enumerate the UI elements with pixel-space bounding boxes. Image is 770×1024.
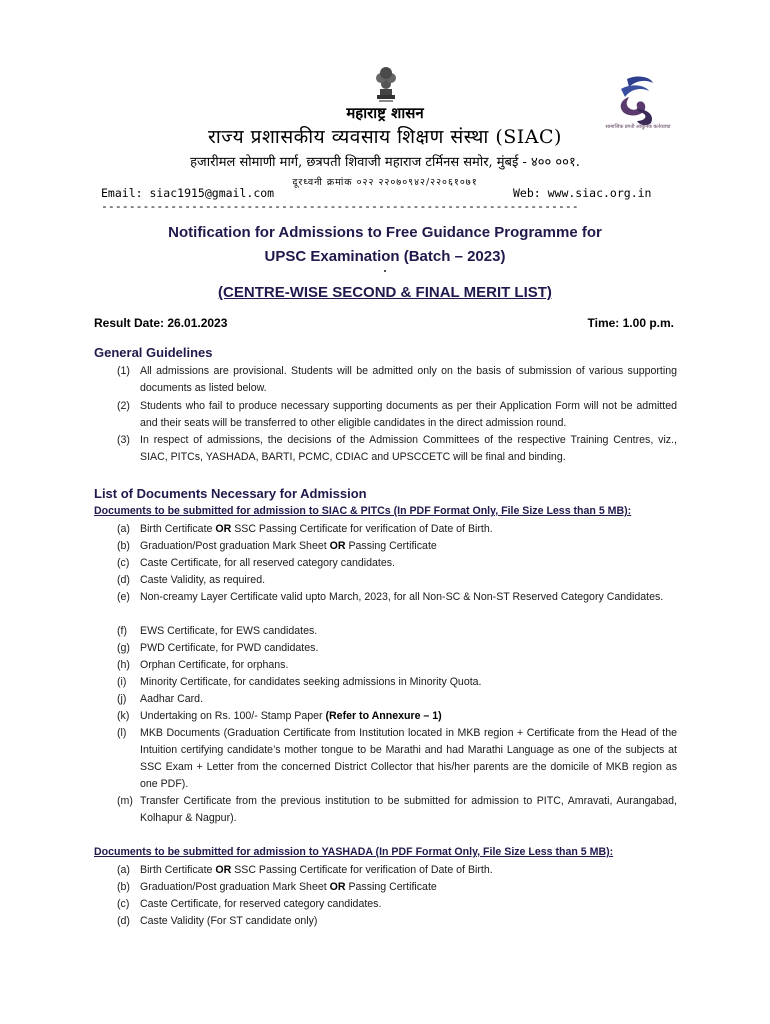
- notification-title-line2: UPSC Examination (Batch – 2023): [264, 248, 506, 265]
- document-item: [117, 793, 677, 827]
- item-number: (c): [117, 557, 130, 569]
- item-number: (b): [117, 540, 130, 552]
- item-text-emphasis: OR: [329, 540, 346, 552]
- item-number: (d): [117, 574, 130, 586]
- guideline-item: [117, 363, 677, 397]
- item-text-part: Non-creamy Layer Certificate valid upto March, 2023, for all Non-SC & Non-ST Reserved Category Candidates.: [140, 591, 664, 603]
- item-text-part: Transfer Certificate from the previous institution to be submitted for admission to PITC, Amravati, Aurangabad, Kolhapur & Nagpur).: [140, 795, 677, 824]
- item-text: [140, 862, 677, 879]
- item-text-part: Caste Validity (For ST candidate only): [140, 915, 318, 927]
- state-emblem-icon: [371, 64, 401, 104]
- document-item: [117, 657, 677, 674]
- item-number: (b): [117, 881, 130, 893]
- result-date: Result Date: 26.01.2023: [94, 316, 228, 330]
- document-item: [117, 623, 677, 640]
- item-text-emphasis: OR: [215, 523, 232, 535]
- document-item: [117, 640, 677, 657]
- documents-heading: List of Documents Necessary for Admission: [94, 486, 367, 501]
- item-text: [140, 913, 677, 930]
- guideline-item: [117, 432, 677, 466]
- item-number: (g): [117, 642, 130, 654]
- item-text-part: Caste Validity, as required.: [140, 574, 266, 586]
- item-text-part: PWD Certificate, for PWD candidates.: [140, 642, 319, 654]
- item-text-part: Passing Certificate: [345, 540, 437, 552]
- item-text-part: MKB Documents (Graduation Certificate from Institution located in MKB region + Certificate from the Head of the Intuition certifying candidate’s mother tongue to be Marathi and had Marathi Language as one of the subjects at SSC Exam + Letter from the concerned District Collector that his/her parents are the domicile of MKB region as one PDF).: [140, 727, 677, 790]
- item-text-part: Aadhar Card.: [140, 693, 204, 705]
- item-text: In respect of admissions, the decisions of the Admission Committees of the respective Training Centres, viz., SIAC, PITCs, YASHADA, BARTI, PCMC, CDIAC and UPSCCETC will be final and binding.: [140, 434, 677, 463]
- document-item: [117, 538, 677, 555]
- item-text: [140, 521, 677, 538]
- institute-address: हजारीमल सोमाणी मार्ग, छत्रपती शिवाजी महाराज टर्मिनस समोर, मुंबई - ४०० ००१.: [190, 155, 580, 170]
- item-text: [140, 793, 677, 827]
- item-text: [140, 708, 677, 725]
- item-text-part: Caste Certificate, for reserved category candidates.: [140, 898, 382, 910]
- document-item: [117, 862, 677, 879]
- item-text: [140, 674, 677, 691]
- item-text-part: Passing Certificate: [345, 881, 437, 893]
- stray-dot: [384, 270, 386, 272]
- item-text-part: EWS Certificate, for EWS candidates.: [140, 625, 318, 637]
- item-number: (h): [117, 659, 130, 671]
- item-text-part: Birth Certificate: [140, 523, 216, 535]
- document-item: [117, 589, 677, 606]
- item-text: All admissions are provisional. Students will be admitted only on the basis of submission of various supporting documents as listed below.: [140, 365, 677, 394]
- item-number: (c): [117, 898, 130, 910]
- item-number: (e): [117, 591, 130, 603]
- document-item: [117, 572, 677, 589]
- item-text: [140, 623, 677, 640]
- merit-list-title: (CENTRE-WISE SECOND & FINAL MERIT LIST): [218, 284, 552, 301]
- document-item: [117, 725, 677, 793]
- item-text-part: Graduation/Post graduation Mark Sheet: [140, 540, 330, 552]
- item-number: (2): [117, 400, 130, 412]
- item-number: (m): [117, 795, 133, 807]
- item-text-part: Minority Certificate, for candidates seeking admissions in Minority Quota.: [140, 676, 482, 688]
- item-text: [140, 725, 677, 793]
- item-text: [140, 657, 677, 674]
- institute-name: राज्य प्रशासकीय व्यवसाय शिक्षण संस्था (SIAC): [208, 126, 562, 148]
- document-item: [117, 708, 677, 725]
- item-text-part: Orphan Certificate, for orphans.: [140, 659, 289, 671]
- notification-title-line1: Notification for Admissions to Free Guidance Programme for: [168, 224, 602, 241]
- document-item: [117, 896, 677, 913]
- siac-documents-subheading: Documents to be submitted for admission to SIAC & PITCs (In PDF Format Only, File Size Less than 5 MB):: [94, 505, 632, 517]
- item-text: [140, 640, 677, 657]
- item-text-part: Birth Certificate: [140, 864, 216, 876]
- item-number: (f): [117, 625, 127, 637]
- item-text: [140, 691, 677, 708]
- item-number: (i): [117, 676, 127, 688]
- government-name: महाराष्ट्र शासन: [346, 104, 424, 122]
- item-number: (a): [117, 864, 130, 876]
- item-text: [140, 896, 677, 913]
- document-item: [117, 913, 677, 930]
- item-text: [140, 538, 677, 555]
- general-guidelines-heading: General Guidelines: [94, 345, 213, 360]
- item-text: [140, 879, 677, 896]
- item-text-part: Graduation/Post graduation Mark Sheet: [140, 881, 330, 893]
- item-text: [140, 555, 677, 572]
- result-time: Time: 1.00 p.m.: [587, 316, 674, 330]
- item-number: (k): [117, 710, 130, 722]
- document-item: [117, 555, 677, 572]
- item-number: (d): [117, 915, 130, 927]
- item-text-emphasis: (Refer to Annexure – 1): [325, 710, 442, 722]
- document-item: [117, 521, 677, 538]
- letterhead-divider: ---------------------------------------------------------------------: [101, 199, 579, 213]
- item-number: (1): [117, 365, 130, 377]
- item-text: [140, 572, 677, 589]
- document-item: [117, 879, 677, 896]
- document-item: [117, 674, 677, 691]
- item-text-part: SSC Passing Certificate for verification of Date of Birth.: [231, 864, 493, 876]
- document-item: [117, 691, 677, 708]
- website-text: Web: www.siac.org.in: [513, 186, 652, 200]
- item-text-part: Caste Certificate, for all reserved category candidates.: [140, 557, 395, 569]
- item-number: (j): [117, 693, 127, 705]
- item-text-emphasis: OR: [215, 864, 232, 876]
- item-number: (l): [117, 727, 127, 739]
- item-text-part: Undertaking on Rs. 100/- Stamp Paper: [140, 710, 326, 722]
- item-number: (3): [117, 434, 130, 446]
- guideline-item: [117, 398, 677, 432]
- email-text: Email: siac1915@gmail.com: [101, 186, 275, 200]
- item-text-emphasis: OR: [329, 881, 346, 893]
- item-text: Students who fail to produce necessary supporting documents as per their Application Form will not be admitted and their seats will be transferred to other eligible candidates in the direct admission round.: [140, 400, 677, 429]
- yashada-documents-subheading: Documents to be submitted for admission to YASHADA (In PDF Format Only, File Size Less than 5 MB):: [94, 846, 614, 858]
- logo-tagline: सामाजिक प्रगती आधुनिक कर्तव्याचा: [605, 124, 671, 130]
- item-text: [140, 589, 677, 606]
- item-text-part: SSC Passing Certificate for verification of Date of Birth.: [231, 523, 493, 535]
- institute-phone: दूरध्वनी क्रमांक ०२२ २२०७०९४२/२२०६१०७१: [292, 177, 478, 188]
- item-number: (a): [117, 523, 130, 535]
